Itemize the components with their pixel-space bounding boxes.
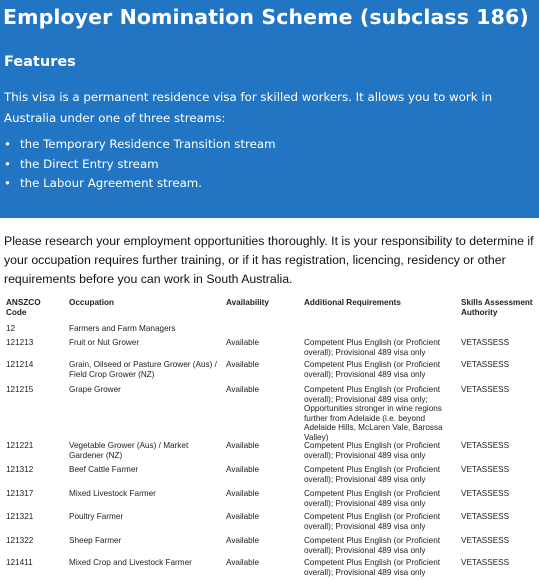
cell-code: 121213 — [6, 338, 34, 347]
header-authority: Skills Assessment Authority — [461, 298, 533, 317]
cell-requirements: Competent Plus English (or Proficient overall); Provisional 489 visa only — [304, 360, 441, 379]
table-row — [0, 536, 539, 558]
occupation-table — [0, 298, 539, 580]
cell-requirements: Competent Plus English (or Proficient overall); Provisional 489 visa only — [304, 558, 441, 577]
cell-availability: Available — [226, 489, 260, 498]
cell-occupation: Mixed Crop and Livestock Farmer — [69, 558, 192, 567]
stream-item — [4, 155, 276, 175]
cell-code: 121215 — [6, 385, 34, 394]
header-requirements: Additional Requirements — [304, 298, 401, 307]
cell-code: 121317 — [6, 489, 34, 498]
research-notice: Please research your employment opportunities thoroughly. It is your responsibility to determine if your occupation requires further training, or if it has registration, licencing, residency or other requirements before you can work in South Australia. — [4, 234, 534, 286]
cell-code: 121221 — [6, 441, 34, 450]
cell-code: 12 — [6, 324, 16, 333]
cell-occupation: Vegetable Grower (Aus) / Market Gardener (NZ) — [69, 441, 189, 460]
features-banner — [0, 0, 539, 218]
stream-label: the Labour Agreement stream. — [20, 176, 203, 190]
header-occupation: Occupation — [69, 298, 115, 307]
cell-availability: Available — [226, 558, 260, 567]
cell-availability: Available — [226, 360, 260, 369]
cell-code: 121321 — [6, 512, 34, 521]
cell-availability: Available — [226, 441, 260, 450]
cell-authority: VETASSESS — [461, 536, 510, 545]
cell-authority: VETASSESS — [461, 512, 510, 521]
cell-authority: VETASSESS — [461, 489, 510, 498]
table-row — [0, 558, 539, 580]
table-row — [0, 489, 539, 512]
cell-authority: VETASSESS — [461, 360, 510, 369]
bullet-icon: • — [4, 156, 11, 171]
table-row — [0, 441, 539, 465]
stream-item — [4, 174, 276, 194]
cell-availability: Available — [226, 385, 260, 394]
stream-label: the Direct Entry stream — [20, 156, 159, 171]
cell-availability: Available — [226, 536, 260, 545]
cell-authority: VETASSESS — [461, 441, 510, 450]
cell-requirements: Competent Plus English (or Proficient overall); Provisional 489 visa only — [304, 465, 441, 484]
cell-occupation: Farmers and Farm Managers — [69, 324, 176, 333]
visa-title: Employer Nomination Scheme (subclass 186) — [3, 5, 529, 29]
cell-requirements: Competent Plus English (or Proficient overall); Provisional 489 visa only — [304, 338, 441, 357]
table-row — [0, 512, 539, 536]
cell-occupation: Grain, Oilseed or Pasture Grower (Aus) / Field Crop Grower (NZ) — [69, 360, 217, 379]
header-availability: Availability — [226, 298, 269, 307]
header-code: ANSZCO Code — [6, 298, 41, 317]
cell-requirements: Competent Plus English (or Proficient overall); Provisional 489 visa only; Opportunities stronger in wine regions further from Adelaide (i.e. beyond Adelaide Hills, McLaren Vale, Barossa Valley) — [304, 385, 443, 442]
cell-requirements: Competent Plus English (or Proficient overall); Provisional 489 visa only — [304, 441, 441, 460]
cell-code: 121411 — [6, 558, 33, 567]
cell-code: 121214 — [6, 360, 34, 369]
cell-occupation: Poultry Farmer — [69, 512, 124, 521]
cell-code: 121312 — [6, 465, 34, 474]
table-row — [0, 465, 539, 489]
table-row — [0, 385, 539, 441]
cell-authority: VETASSESS — [461, 385, 510, 394]
cell-availability: Available — [226, 465, 260, 474]
features-heading: Features — [4, 54, 76, 70]
bullet-icon: • — [4, 137, 11, 151]
cell-authority: VETASSESS — [461, 338, 510, 347]
cell-availability: Available — [226, 512, 260, 521]
bullet-icon: • — [4, 176, 11, 190]
visa-intro: This visa is a permanent residence visa for skilled workers. It allows you to work in Australia under one of three streams: — [4, 90, 493, 125]
cell-occupation: Sheep Farmer — [69, 536, 122, 545]
cell-requirements: Competent Plus English (or Proficient overall); Provisional 489 visa only — [304, 536, 441, 555]
cell-occupation: Beef Cattle Farmer — [69, 465, 139, 474]
cell-occupation: Grape Grower — [69, 385, 121, 394]
cell-availability: Available — [226, 338, 260, 347]
cell-authority: VETASSESS — [461, 558, 510, 567]
cell-requirements: Competent Plus English (or Proficient overall); Provisional 489 visa only — [304, 489, 441, 508]
streams-list — [4, 135, 276, 194]
table-row — [0, 338, 539, 360]
cell-authority: VETASSESS — [461, 465, 510, 474]
cell-requirements: Competent Plus English (or Proficient overall); Provisional 489 visa only — [304, 512, 441, 531]
table-row — [0, 360, 539, 385]
stream-label: the Temporary Residence Transition stream — [20, 137, 276, 151]
stream-item — [4, 135, 276, 155]
cell-occupation: Fruit or Nut Grower — [69, 338, 140, 347]
cell-code: 121322 — [6, 536, 34, 545]
table-row — [0, 324, 539, 338]
cell-occupation: Mixed Livestock Farmer — [69, 489, 156, 498]
table-header — [0, 298, 539, 320]
